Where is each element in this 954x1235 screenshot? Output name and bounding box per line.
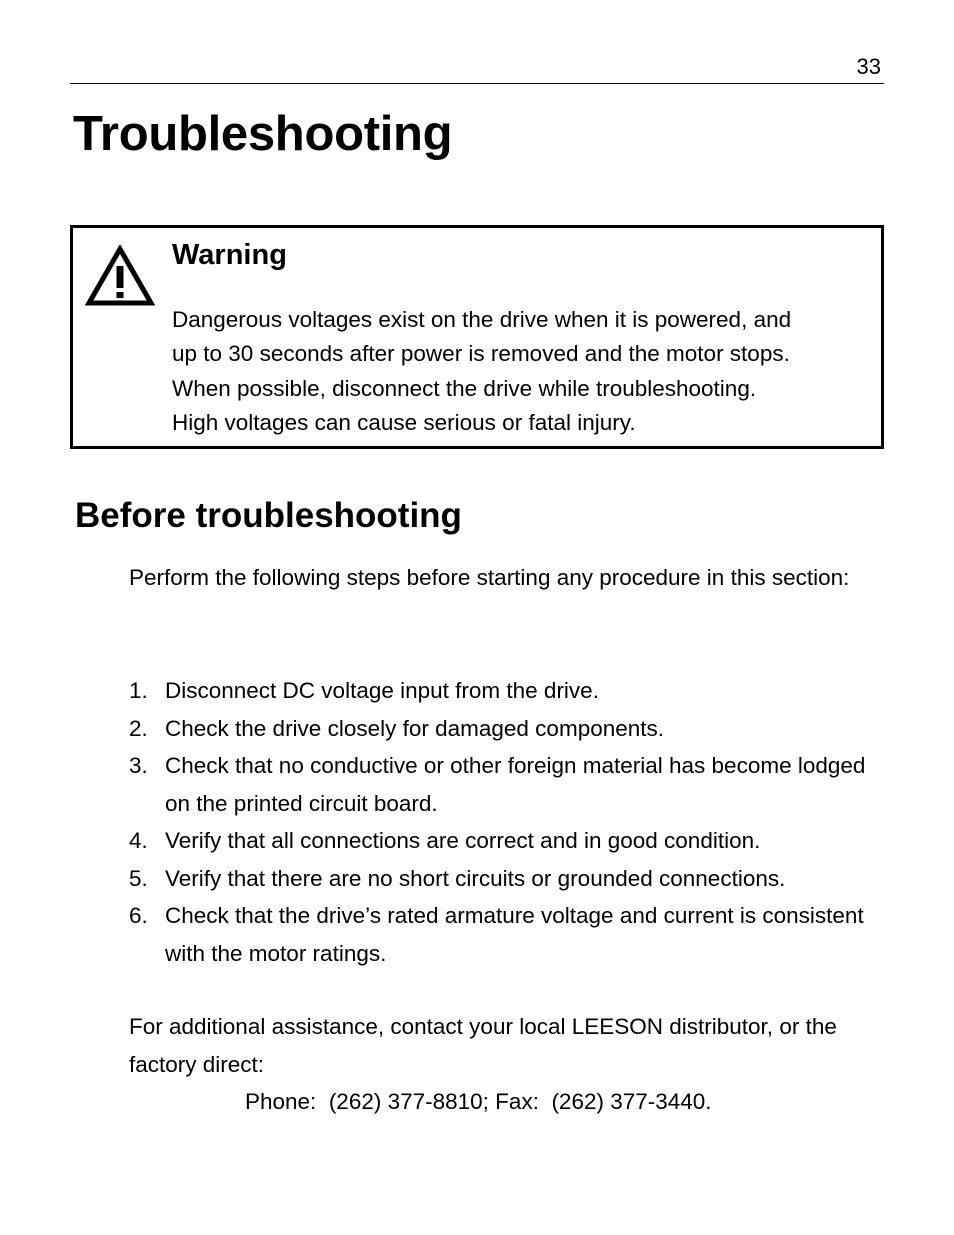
list-item bbox=[129, 860, 889, 898]
step-text: Disconnect DC voltage input from the drive. bbox=[165, 678, 599, 703]
step-number: 6. bbox=[129, 903, 148, 928]
warning-triangle-icon bbox=[85, 245, 155, 307]
assistance-paragraph: For additional assistance, contact your local LEESON distributor, or the factory direct: bbox=[129, 1014, 837, 1077]
step-text: Check that no conductive or other foreign material has become lodged on the printed circuit board. bbox=[165, 753, 866, 816]
list-item bbox=[129, 897, 889, 972]
list-item bbox=[129, 672, 889, 710]
step-text: Check that the drive’s rated armature voltage and current is consistent with the motor ratings. bbox=[165, 903, 864, 966]
header-rule bbox=[70, 83, 884, 84]
warning-title: Warning bbox=[172, 239, 287, 271]
list-item bbox=[129, 710, 889, 748]
warning-line: Dangerous voltages exist on the drive when it is powered, and bbox=[172, 307, 792, 332]
step-text: Check the drive closely for damaged components. bbox=[165, 715, 665, 741]
warning-text bbox=[172, 303, 877, 440]
warning-line: up to 30 seconds after power is removed and the motor stops. bbox=[172, 341, 790, 367]
warning-box bbox=[70, 225, 884, 449]
page-title: Troubleshooting bbox=[73, 107, 453, 161]
steps-list bbox=[129, 672, 889, 972]
list-item bbox=[129, 822, 889, 860]
step-number: 3. bbox=[129, 753, 148, 778]
warning-line: High voltages can cause serious or fatal injury. bbox=[172, 409, 636, 435]
list-item bbox=[129, 747, 889, 822]
intro-paragraph: Perform the following steps before starting any procedure in this section: bbox=[129, 565, 850, 590]
contact-line: Phone: (262) 377-8810; Fax: (262) 377-3440. bbox=[245, 1089, 712, 1114]
step-number: 4. bbox=[129, 828, 148, 853]
step-number: 1. bbox=[129, 678, 148, 703]
warning-line: When possible, disconnect the drive while troubleshooting. bbox=[172, 375, 757, 401]
step-number: 2. bbox=[129, 715, 148, 741]
step-text: Verify that all connections are correct and in good condition. bbox=[165, 828, 761, 853]
step-text: Verify that there are no short circuits or grounded connections. bbox=[165, 865, 786, 891]
step-number: 5. bbox=[129, 865, 148, 891]
page-number: 33 bbox=[856, 54, 881, 79]
section-title: Before troubleshooting bbox=[75, 496, 462, 535]
